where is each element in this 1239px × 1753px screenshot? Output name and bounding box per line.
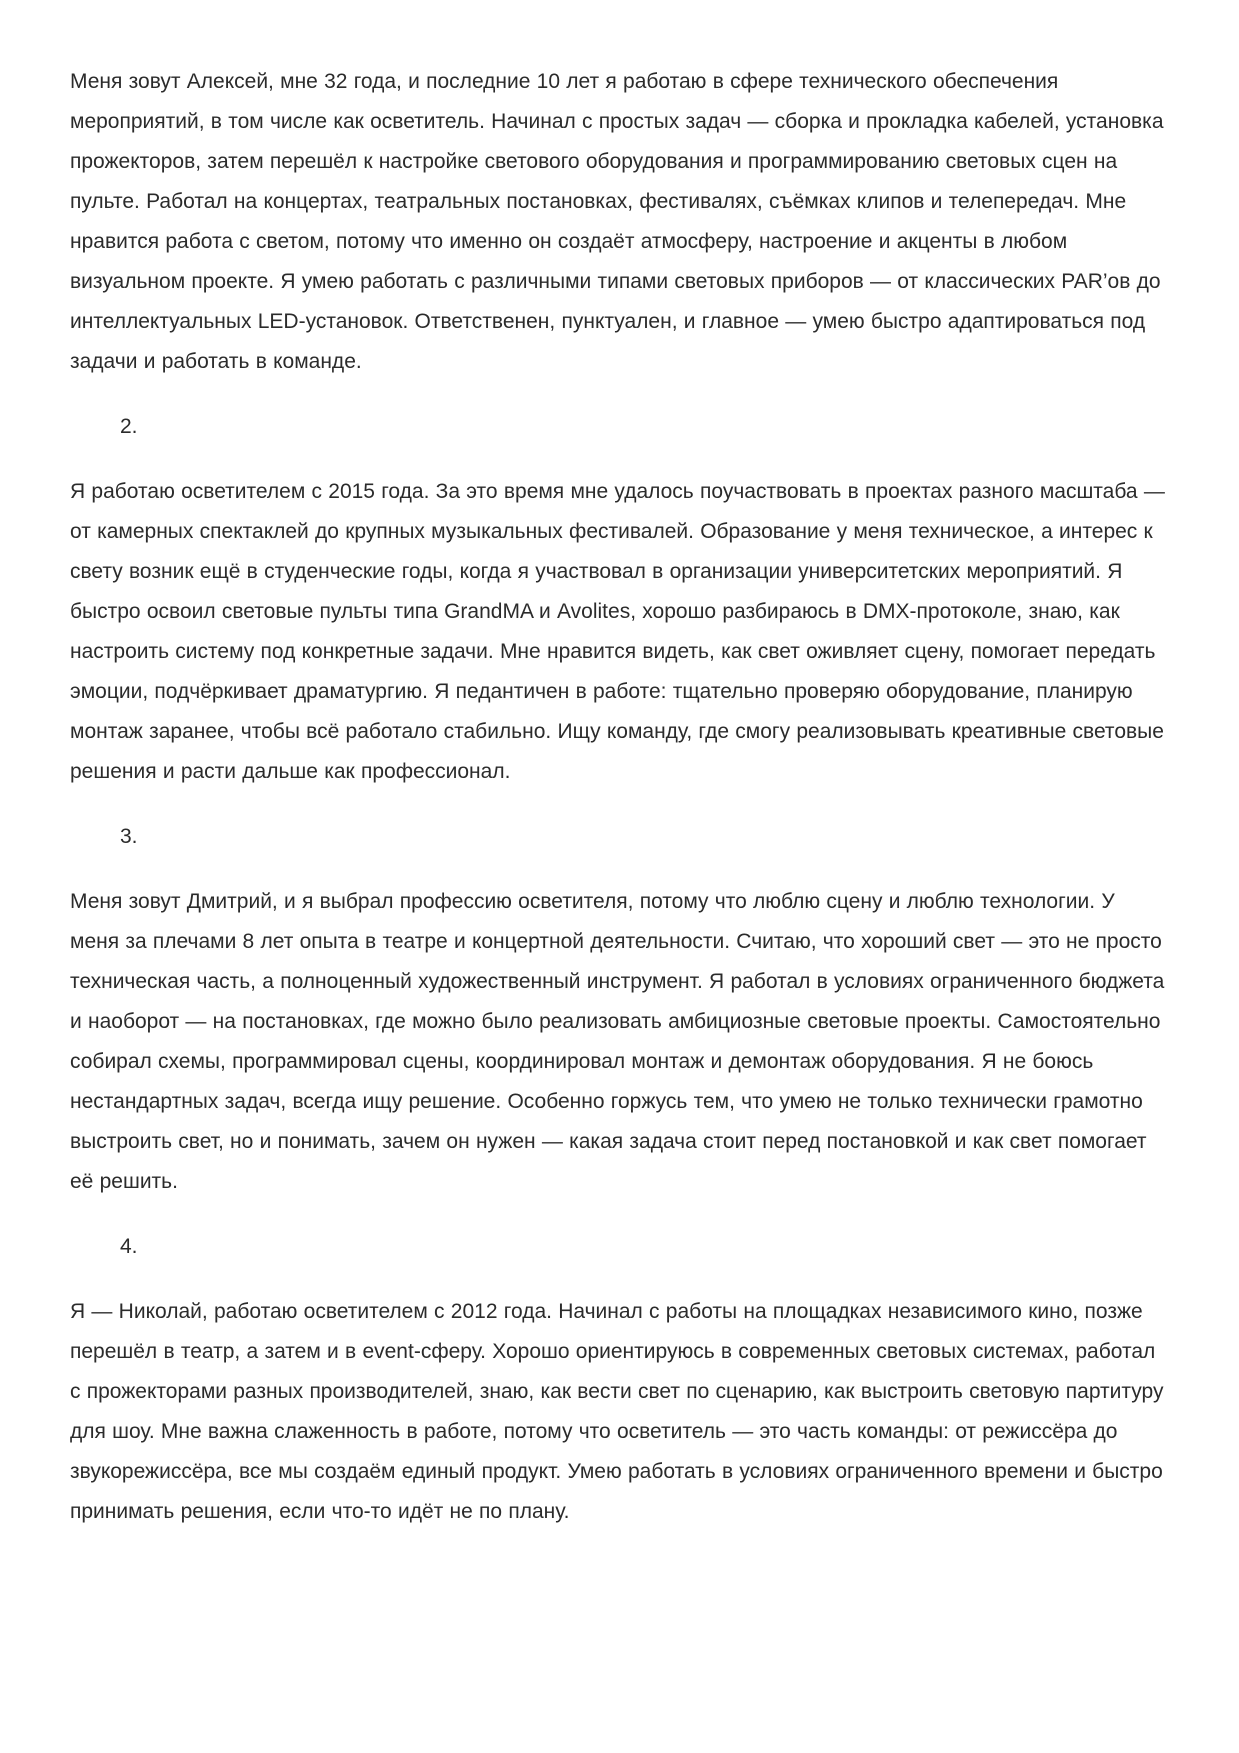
list-number-2: 2. xyxy=(120,415,138,438)
paragraph-nikolay: Я — Николай, работаю осветителем с 2012 года. Начинал с работы на площадках независимого кино, позже перешёл в театр, а затем и в event-сферу. Хорошо ориентируюсь в современных световых системах, работал с прожекторами разных производителей, знаю, как вести свет по сценарию, как выстроить световую партитуру для шоу. Мне важна слаженность в работе, потому что осветитель — это часть команды: от режиссёра до звукорежиссёра, все мы создаём единый продукт. Умею работать в условиях ограниченного времени и быстро принимать решения, если что-то идёт не по плану. xyxy=(70,1300,1164,1523)
paragraph-2015: Я работаю осветителем с 2015 года. За это время мне удалось поучаствовать в проектах разного масштаба — от камерных спектаклей до крупных музыкальных фестивалей. Образование у меня техническое, а интерес к свету возник ещё в студенческие годы, когда я участвовал в организации университетских мероприятий. Я быстро освоил световые пульты типа GrandMA и Avolites, хорошо разбираюсь в DMX-протоколе, знаю, как настроить систему под конкретные задачи. Мне нравится видеть, как свет оживляет сцену, помогает передать эмоции, подчёркивает драматургию. Я педантичен в работе: тщательно проверяю оборудование, планирую монтаж заранее, чтобы всё работало стабильно. Ищу команду, где смогу реализовывать креативные световые решения и расти дальше как профессионал. xyxy=(70,480,1165,783)
paragraph-alexey: Меня зовут Алексей, мне 32 года, и последние 10 лет я работаю в сфере технического обеспечения мероприятий, в том числе как осветитель. Начинал с простых задач — сборка и прокладка кабелей, установка прожекторов, затем перешёл к настройке светового оборудования и программированию световых сцен на пульте. Работал на концертах, театральных постановках, фестивалях, съёмках клипов и телепередач. Мне нравится работа с светом, потому что именно он создаёт атмосферу, настроение и акценты в любом визуальном проекте. Я умею работать с различными типами световых приборов — от классических PAR’ов до интеллектуальных LED-установок. Ответственен, пунктуален, и главное — умею быстро адаптироваться под задачи и работать в команде. xyxy=(70,70,1164,373)
list-number-3: 3. xyxy=(120,825,138,848)
paragraph-dmitry: Меня зовут Дмитрий, и я выбрал профессию осветителя, потому что люблю сцену и люблю технологии. У меня за плечами 8 лет опыта в театре и концертной деятельности. Считаю, что хороший свет — это не просто техническая часть, а полноценный художественный инструмент. Я работал в условиях ограниченного бюджета и наоборот — на постановках, где можно было реализовать амбициозные световые проекты. Самостоятельно собирал схемы, программировал сцены, координировал монтаж и демонтаж оборудования. Я не боюсь нестандартных задач, всегда ищу решение. Особенно горжусь тем, что умею не только технически грамотно выстроить свет, но и понимать, зачем он нужен — какая задача стоит перед постановкой и как свет помогает её решить. xyxy=(70,890,1165,1193)
list-number-4: 4. xyxy=(120,1235,138,1258)
